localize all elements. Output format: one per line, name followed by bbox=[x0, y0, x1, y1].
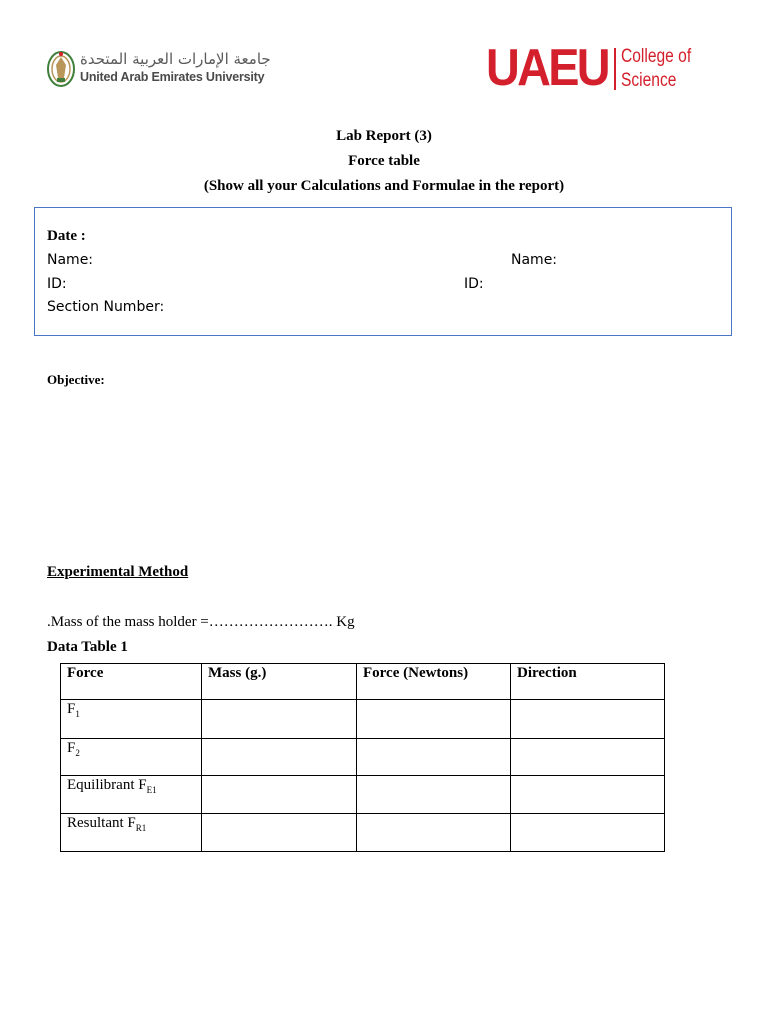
table-row bbox=[61, 776, 665, 814]
force-subscript: R1 bbox=[135, 823, 147, 833]
direction-cell[interactable] bbox=[511, 814, 665, 852]
name-label-right: Name: bbox=[511, 252, 558, 268]
force-label-cell bbox=[61, 776, 202, 814]
date-label: Date : bbox=[47, 228, 86, 244]
data-table bbox=[60, 663, 665, 852]
direction-cell[interactable] bbox=[511, 776, 665, 814]
data-table-caption: Data Table 1 bbox=[47, 639, 128, 655]
force-label-cell bbox=[61, 700, 202, 739]
university-emblem-icon bbox=[46, 48, 76, 88]
college-divider bbox=[614, 48, 616, 90]
force-newtons-cell[interactable] bbox=[357, 814, 511, 852]
id-label-right: ID: bbox=[464, 276, 484, 292]
table-row bbox=[61, 700, 665, 739]
table-row bbox=[61, 814, 665, 852]
direction-cell[interactable] bbox=[511, 739, 665, 776]
force-newtons-cell[interactable] bbox=[357, 700, 511, 739]
student-info-box bbox=[34, 207, 732, 336]
college-line-1: College of bbox=[621, 46, 692, 67]
report-instructions: (Show all your Calculations and Formulae in the report) bbox=[203, 178, 565, 194]
force-label: F bbox=[67, 740, 76, 756]
mass-cell[interactable] bbox=[202, 700, 357, 739]
id-label-left: ID: bbox=[47, 276, 67, 292]
university-name-english: United Arab Emirates University bbox=[80, 70, 265, 84]
uaeu-wordmark: UAEU bbox=[486, 39, 608, 97]
force-label: Resultant F bbox=[67, 815, 136, 831]
force-label: Equilibrant F bbox=[67, 777, 147, 793]
experimental-method-heading: Experimental Method bbox=[47, 564, 189, 580]
mass-cell[interactable] bbox=[202, 814, 357, 852]
force-subscript: E1 bbox=[146, 785, 157, 795]
force-subscript: 1 bbox=[75, 709, 80, 719]
objective-label: Objective: bbox=[47, 372, 105, 387]
report-subtitle: Force table bbox=[348, 153, 420, 169]
mass-cell[interactable] bbox=[202, 739, 357, 776]
force-subscript: 2 bbox=[75, 748, 80, 758]
force-label: F bbox=[67, 701, 76, 717]
university-logo bbox=[46, 48, 271, 92]
report-title: Lab Report (3) bbox=[336, 128, 432, 144]
college-of-science bbox=[621, 45, 691, 93]
force-newtons-cell[interactable] bbox=[357, 739, 511, 776]
table-header-cell: Force bbox=[61, 664, 202, 700]
name-label-left: Name: bbox=[47, 252, 94, 268]
mass-holder-line: .Mass of the mass holder =……………………. Kg bbox=[47, 614, 355, 630]
table-header-cell: Mass (g.) bbox=[202, 664, 357, 700]
force-label-cell bbox=[61, 739, 202, 776]
force-label-cell bbox=[61, 814, 202, 852]
table-header-cell: Force (Newtons) bbox=[357, 664, 511, 700]
section-number-label: Section Number: bbox=[47, 299, 165, 315]
university-name-arabic: جامعة الإمارات العربية المتحدة bbox=[80, 50, 271, 68]
table-header-cell: Direction bbox=[511, 664, 665, 700]
mass-cell[interactable] bbox=[202, 776, 357, 814]
table-row bbox=[61, 739, 665, 776]
table-header-row bbox=[61, 664, 665, 700]
direction-cell[interactable] bbox=[511, 700, 665, 739]
college-line-2: Science bbox=[621, 70, 677, 91]
force-newtons-cell[interactable] bbox=[357, 776, 511, 814]
